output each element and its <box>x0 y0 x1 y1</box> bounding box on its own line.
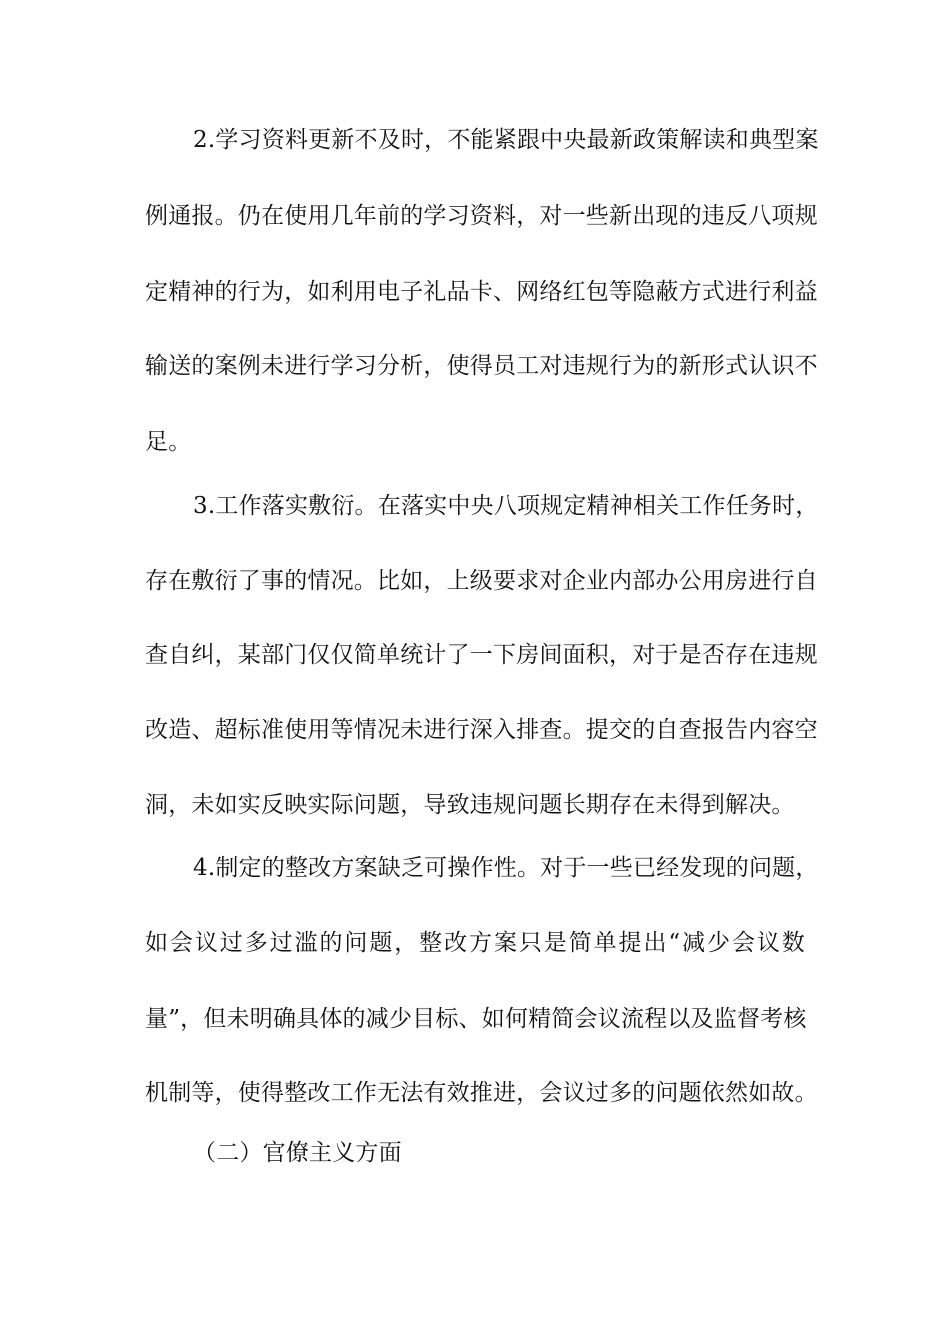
paragraph-3-line-3: 查自纠，某部门仅仅简单统计了一下房间面积，对于是否存在违规 <box>145 642 818 668</box>
paragraph-2-line-2: 例通报。仍在使用几年前的学习资料，对一些新出现的违反八项规 <box>145 203 818 229</box>
paragraph-2-line-5: 足。 <box>145 429 192 455</box>
paragraph-2-line-1: 2.学习资料更新不及时，不能紧跟中央最新政策解读和典型案 <box>193 127 819 153</box>
paragraph-4-line-1: 4.制定的整改方案缺乏可操作性。对于一些已经发现的问题， <box>193 855 819 881</box>
paragraph-3-line-4: 改造、超标准使用等情况未进行深入排查。提交的自查报告内容空 <box>145 717 818 743</box>
paragraph-3-line-1: 3.工作落实敷衍。在落实中央八项规定精神相关工作任务时， <box>193 493 819 519</box>
paragraph-4-line-2: 如会议过多过滥的问题，整改方案只是简单提出“减少会议数 <box>145 930 805 956</box>
paragraph-3-line-2: 存在敷衍了事的情况。比如，上级要求对企业内部办公用房进行自 <box>145 568 818 594</box>
paragraph-4-line-4: 机制等，使得整改工作无法有效推进，会议过多的问题依然如故。 <box>145 1080 818 1106</box>
paragraph-3-line-5: 洞，未如实反映实际问题，导致违规问题长期存在未得到解决。 <box>145 792 795 818</box>
section-heading: （二）官僚主义方面 <box>193 1140 402 1166</box>
paragraph-2-line-4: 输送的案例未进行学习分析，使得员工对违规行为的新形式认识不 <box>145 353 818 379</box>
paragraph-2-line-3: 定精神的行为，如利用电子礼品卡、网络红包等隐蔽方式进行利益 <box>145 279 818 305</box>
paragraph-4-line-3: 量”，但未明确具体的减少目标、如何精简会议流程以及监督考核 <box>145 1006 807 1032</box>
